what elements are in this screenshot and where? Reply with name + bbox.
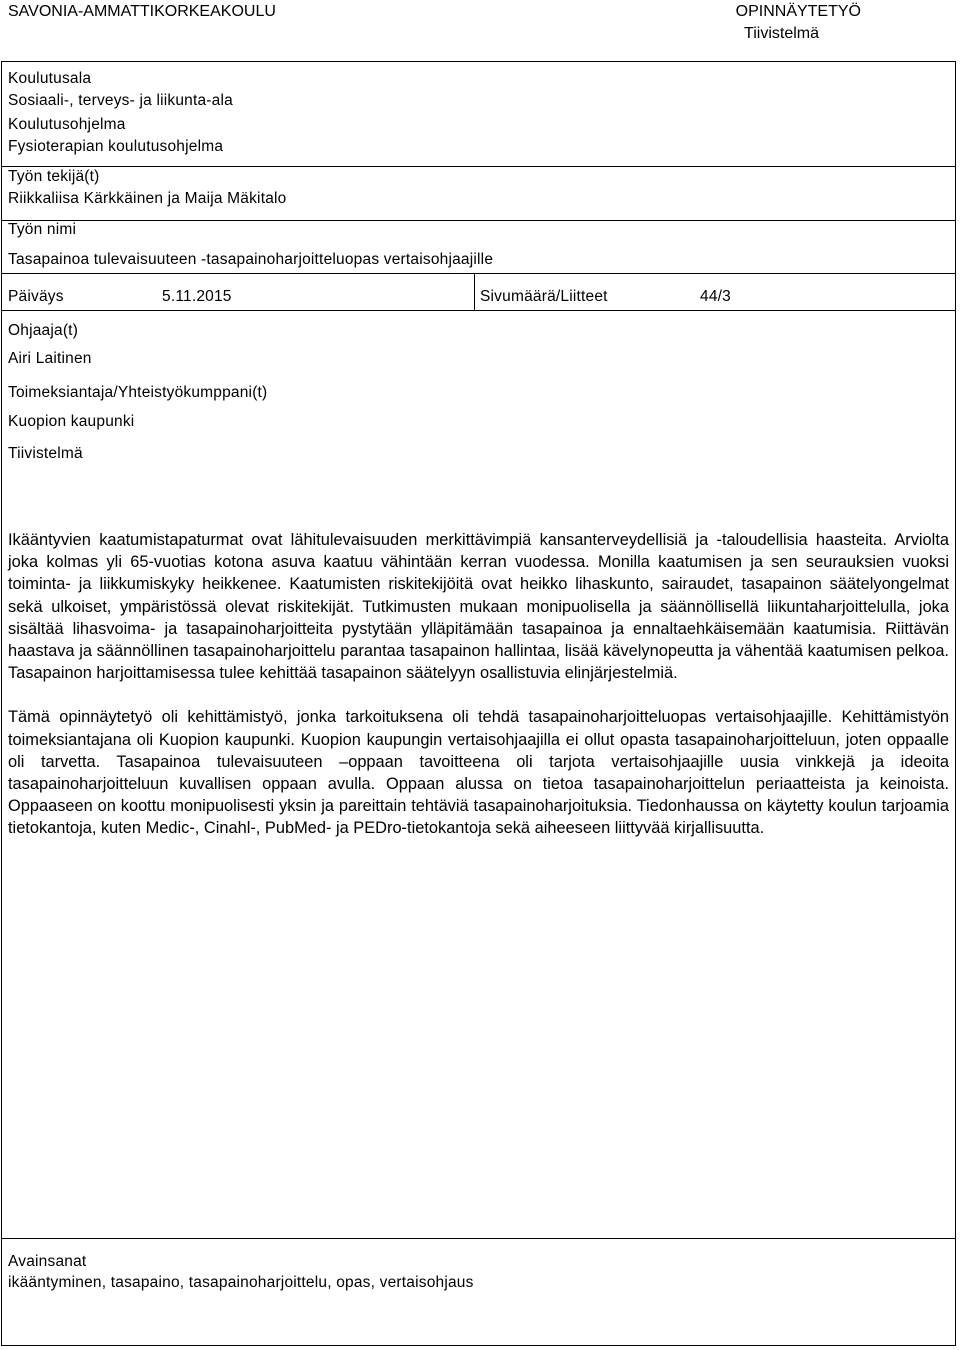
field-toimeksiantaja-value: Kuopion kaupunki <box>8 413 135 430</box>
institution-name: SAVONIA-AMMATTIKORKEAKOULU <box>8 3 276 20</box>
field-koulutusohjelma-label: Koulutusohjelma <box>8 116 126 133</box>
divider <box>474 273 475 310</box>
field-nimi-label: Työn nimi <box>8 221 77 238</box>
field-avainsanat-value: ikääntyminen, tasapaino, tasapainoharjoittelu, opas, vertaisohjaus <box>8 1274 474 1291</box>
field-koulutusohjelma-value: Fysioterapian koulutusohjelma <box>8 138 224 155</box>
abstract-paragraph: Ikääntyvien kaatumistapaturmat ovat lähitulevaisuuden merkittävimpiä kansanterveydellisiä ja -taloudellisia haasteita. Arviolta joka kolmas yli 65-vuotias kotona asuva kaatuu vähintään kerran vuodessa. Monilla kaatumisen ja sen seurauksien vuoksi toiminta- ja liikkumiskyky heikkenee. Kaatumisten riskitekijöitä ovat heikko lihaskunto, sairaudet, tasapainon säätelyongelmat sekä ulkoiset, ympäristössä olevat riskitekijät. Tutkimusten mukaan monipuolisella ja säännöllisellä liikuntaharjoittelulla, joka sisältää lihasvoima- ja tasapainoharjoitteita pystytään ylläpitämään tasapainoa ja ennaltaehkäisemään kaatumisia. Riittävän haastava ja säännöllinen tasapainoharjoittelu parantaa tasapainon hallintaa, lisää kävelynopeutta ja vähentää kaatumisen pelkoa. Tasapainon harjoittamisessa tulee kehittää tasapainon säätelyyn osallistuvia elinjärjestelmiä. <box>8 531 949 683</box>
field-avainsanat-label: Avainsanat <box>8 1253 87 1270</box>
field-koulutusala-value: Sosiaali-, terveys- ja liikunta-ala <box>8 92 233 109</box>
field-sivumaara-label: Sivumäärä/Liitteet <box>480 288 608 305</box>
abstract-paragraph: Tämä opinnäytetyö oli kehittämistyö, jonka tarkoituksena oli tehdä tasapainoharjoitteluopas vertaisohjaajille. Kehittämistyön toimeksiantajana oli Kuopion kaupunki. Kuopion kaupungin vertaisohjaajilla ei ollut opasta tasapainoharjoitteluun, joten oppaalle oli tarvetta. Tasapainoa tulevaisuuteen –oppaan tavoitteena oli tarjota vertaisohjaajille uusia vinkkejä ja ideoita tasapainoharjoitteluun kuvallisen oppaan avulla. Oppaan alussa on tietoa tasapainoharjoittelun periaatteista ja keinoista. Oppaaseen on koottu monipuolisesti yksin ja pareittain tehtäviä tasapainoharjoituksia. Tiedonhaussa on käytetty koulun tarjoamia tietokantoja, kuten Medic-, Cinahl-, PubMed- ja PEDro-tietokantoja sekä aiheeseen liittyvää kirjallisuutta. <box>8 708 949 838</box>
field-tekija-value: Riikkaliisa Kärkkäinen ja Maija Mäkitalo <box>8 190 287 207</box>
divider <box>2 166 955 167</box>
field-nimi-value: Tasapainoa tulevaisuuteen -tasapainoharjoitteluopas vertaisohjaajille <box>8 251 494 268</box>
abstract-body <box>8 529 949 840</box>
field-tiivistelma-label: Tiivistelmä <box>8 445 83 462</box>
document-type: OPINNÄYTETYÖ <box>735 3 861 20</box>
divider <box>2 220 955 221</box>
field-paivays-label: Päiväys <box>8 288 64 305</box>
divider <box>2 310 955 311</box>
field-ohjaaja-label: Ohjaaja(t) <box>8 322 79 339</box>
divider <box>2 1238 955 1239</box>
field-koulutusala-label: Koulutusala <box>8 70 92 87</box>
field-paivays-value: 5.11.2015 <box>162 288 232 305</box>
divider <box>2 273 955 274</box>
field-tekija-label: Työn tekijä(t) <box>8 168 100 185</box>
field-toimeksiantaja-label: Toimeksiantaja/Yhteistyökumppani(t) <box>8 384 268 401</box>
field-sivumaara-value: 44/3 <box>700 288 731 305</box>
field-ohjaaja-value: Airi Laitinen <box>8 350 92 367</box>
document-subtype: Tiivistelmä <box>744 25 819 42</box>
